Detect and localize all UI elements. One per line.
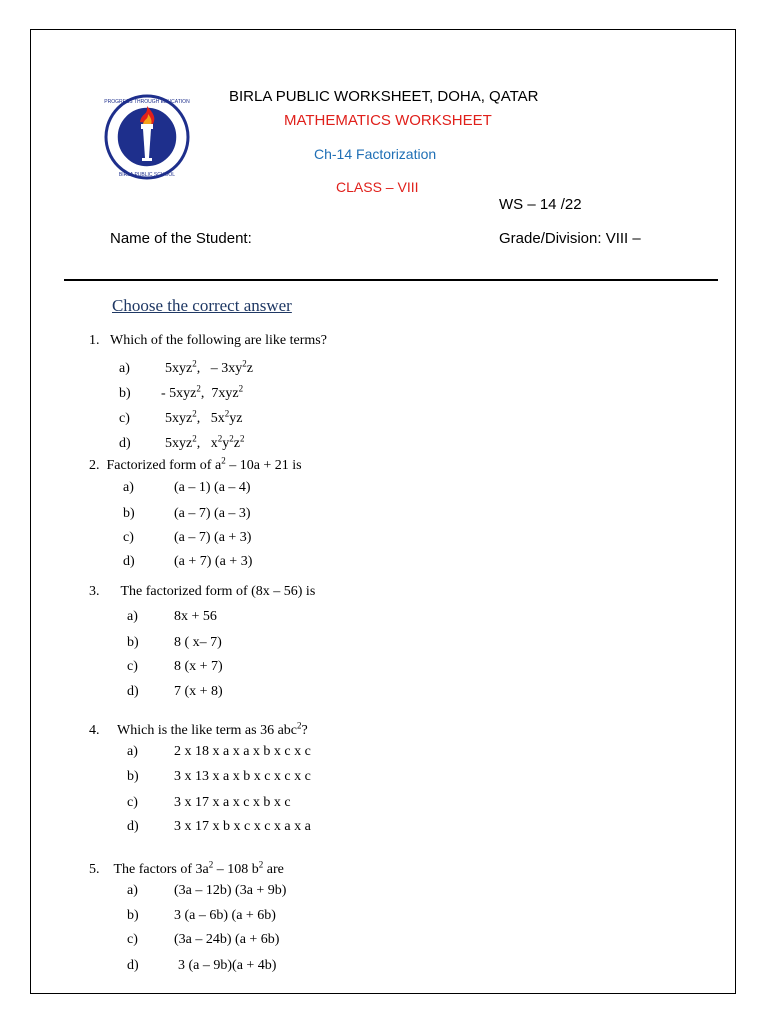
- q5-option-b: b): [127, 908, 139, 923]
- q2-option-d: d): [123, 554, 135, 569]
- logo-text-bottom: BIRLA PUBLIC SCHOOL: [118, 172, 176, 178]
- q3-option-a: a): [127, 609, 138, 624]
- q2-option-d-text: (a + 7) (a + 3): [174, 554, 253, 569]
- q5-option-b-text: 3 (a – 6b) (a + 6b): [174, 908, 276, 923]
- q1-option-a: a): [119, 361, 130, 376]
- q2-option-a-text: (a – 1) (a – 4): [174, 480, 251, 495]
- header-divider: [64, 279, 718, 281]
- q2-option-c-text: (a – 7) (a + 3): [174, 530, 252, 545]
- q5-option-a: a): [127, 883, 138, 898]
- q4-option-b: b): [127, 769, 139, 784]
- q1-option-c: c): [119, 411, 130, 426]
- q1-option-c-text: 5xyz$^2$, $5x^2yz$: [165, 408, 243, 426]
- q3-option-c: c): [127, 659, 138, 674]
- q4-option-b-text: 3 x 13 x a x b x c x c x c: [174, 769, 311, 784]
- logo-text-top: PROGRESS THROUGH EDUCATION: [104, 99, 190, 105]
- q2-option-b: b): [123, 506, 135, 521]
- q1-option-a-text: 5xyz$^2$, – $3xy^2z$: [165, 358, 253, 376]
- q4-option-c-text: 3 x 17 x a x c x b x c: [174, 795, 291, 810]
- q1-option-d-text: 5xyz$^2$, $x^2y^2z^2$: [165, 433, 245, 451]
- q4-option-a: a): [127, 744, 138, 759]
- q2-option-c: c): [123, 530, 134, 545]
- q4-option-d-text: 3 x 17 x b x c x c x a x a: [174, 819, 311, 834]
- q4-option-a-text: 2 x 18 x a x a x b x c x c: [174, 744, 311, 759]
- q5-option-c-text: (3a – 24b) (a + 6b): [174, 932, 280, 947]
- question-1: [89, 333, 327, 349]
- q1-option-b-text: - 5xyz$^2$, 7xyz$^2$: [161, 383, 244, 401]
- section-title: Choose the correct answer: [112, 296, 292, 315]
- school-title: BIRLA PUBLIC WORKSHEET, DOHA, QATAR: [229, 88, 539, 105]
- q1-option-d: d): [119, 436, 131, 451]
- q2-option-b-text: (a – 7) (a – 3): [174, 506, 251, 521]
- q4-option-c: c): [127, 795, 138, 810]
- q5-option-d: d): [127, 958, 139, 973]
- q3-option-a-text: 8x + 56: [174, 609, 217, 624]
- question-2: 2. Factorized form of $a^2 - 10a + 21$ is: [89, 455, 302, 473]
- chapter-title: Ch-14 Factorization: [314, 146, 437, 162]
- school-logo: [104, 94, 190, 180]
- q3-option-c-text: 8 (x + 7): [174, 659, 223, 674]
- q3-option-b-text: 8 ( x– 7): [174, 635, 222, 650]
- q5-option-a-text: (3a – 12b) (3a + 9b): [174, 883, 287, 898]
- q1-option-b: b): [119, 386, 131, 401]
- question-5: 5. The factors of $3a^2 - 108$ $b^2$ are: [89, 859, 284, 877]
- worksheet-number: WS – 14 /22: [499, 196, 582, 213]
- question-text: Which of the following are like terms?: [110, 333, 327, 348]
- q5-option-d-text: 3 (a – 9b)(a + 4b): [178, 958, 277, 973]
- student-name-label: Name of the Student:: [110, 230, 252, 247]
- q3-option-d: d): [127, 684, 139, 699]
- worksheet-title: MATHEMATICS WORKSHEET: [284, 112, 492, 129]
- question-4: 4. Which is the like term as 36 abc$^2$?: [89, 720, 308, 738]
- q5-option-c: c): [127, 932, 138, 947]
- q2-option-a: a): [123, 480, 134, 495]
- q4-option-d: d): [127, 819, 139, 834]
- q3-option-b: b): [127, 635, 139, 650]
- q3-option-d-text: 7 (x + 8): [174, 684, 223, 699]
- grade-division-label: Grade/Division: VIII –: [499, 230, 641, 247]
- question-number: 1.: [89, 333, 100, 348]
- question-3: 3. The factorized form of (8x – 56) is: [89, 584, 316, 599]
- class-label: CLASS – VIII: [336, 179, 419, 195]
